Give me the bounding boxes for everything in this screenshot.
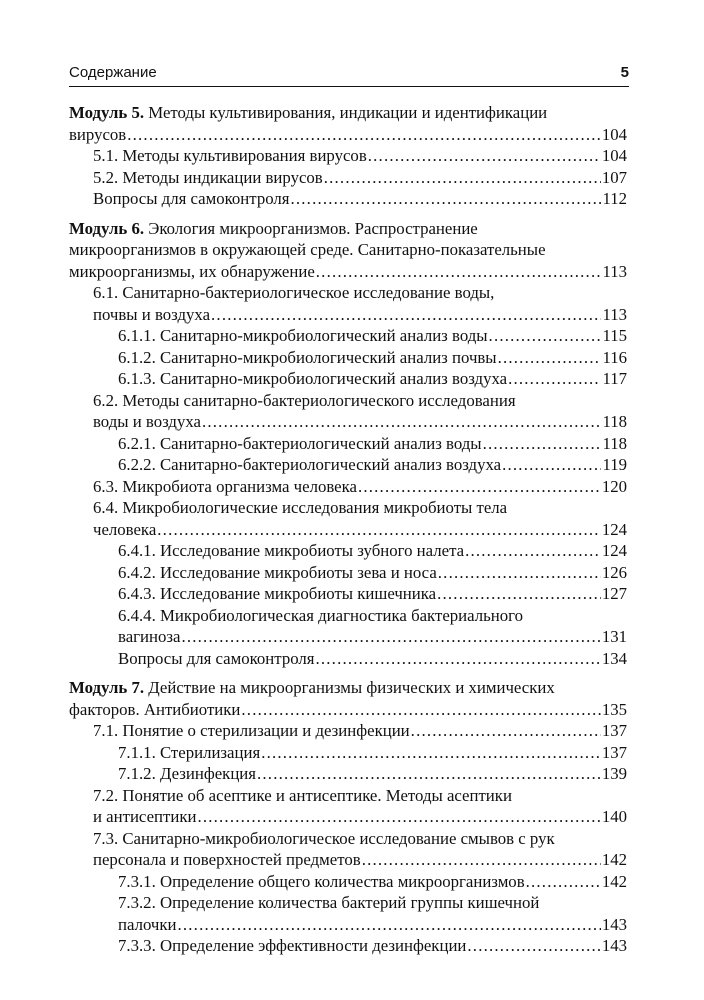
dot-leader xyxy=(197,806,600,828)
toc-entry-line-1 xyxy=(69,282,627,304)
toc-entry-title-cont: и антисептики xyxy=(93,807,197,826)
toc-entry-title: 7.1.2. Дезинфекция xyxy=(118,764,257,783)
dot-leader xyxy=(502,454,601,476)
toc-entry-page: 117 xyxy=(602,369,627,388)
toc-entry-title: 6.2.1. Санитарно-бактериологический анализ воды xyxy=(118,433,482,453)
dot-leader xyxy=(157,519,601,541)
toc-entry-title: 6.2. Методы санитарно-бактериологического исследования xyxy=(93,390,516,410)
dot-leader xyxy=(257,763,601,785)
module-5-title: Методы культивирования, индикации и идентификации xyxy=(144,103,548,122)
toc-entry xyxy=(69,325,627,347)
toc-entry xyxy=(69,849,627,871)
toc-entry-page: 107 xyxy=(601,167,627,187)
module-5-label: Модуль 5. xyxy=(69,103,145,122)
toc-entry-title-cont: персонала и поверхностей предметов xyxy=(93,850,361,869)
toc-entry xyxy=(69,583,627,605)
dot-leader xyxy=(362,849,601,871)
toc-entry-title-cont: человека xyxy=(93,519,157,539)
toc-entry xyxy=(69,935,627,957)
toc-entry-page: 116 xyxy=(602,347,627,367)
module-7-title: Действие на микроорганизмы физических и химических xyxy=(144,678,555,697)
dot-leader xyxy=(437,583,601,605)
toc-entry-page: 140 xyxy=(601,807,627,826)
toc-entry-page: 124 xyxy=(601,541,627,560)
module-7-label: Модуль 7. xyxy=(69,678,145,697)
toc-module-7-line-1 xyxy=(69,677,627,699)
toc-entry-page: 104 xyxy=(601,146,627,165)
module-7-title-cont: факторов. Антибиотики xyxy=(69,699,241,719)
toc-entry-line-1 xyxy=(69,785,627,807)
toc-entry-title: 7.3.1. Определение общего количества микроорганизмов xyxy=(118,871,525,891)
running-head xyxy=(69,64,629,84)
dot-leader xyxy=(211,304,601,326)
toc-entry-page: 120 xyxy=(601,476,627,496)
toc-entry xyxy=(69,304,627,326)
toc-entry xyxy=(69,188,627,210)
toc-entry xyxy=(69,871,627,893)
toc-entry-page: 113 xyxy=(602,304,627,324)
toc-entry xyxy=(69,648,627,670)
toc-entry-title-cont: почвы и воздуха xyxy=(93,304,211,324)
toc-entry-page: 118 xyxy=(602,433,627,453)
toc-entry-title-cont: палочки xyxy=(118,914,177,934)
page-number: 5 xyxy=(620,64,629,81)
toc-entry-line-1 xyxy=(69,497,627,519)
module-6-page: 113 xyxy=(602,261,627,281)
toc-module-5-line-2 xyxy=(69,124,627,146)
toc-entry-page: 112 xyxy=(602,189,627,208)
toc-entry-title: 6.1.3. Санитарно-микробиологический анализ воздуха xyxy=(118,369,508,388)
toc-entry-title: 7.1.1. Стерилизация xyxy=(118,742,261,762)
toc-entry xyxy=(69,763,627,785)
toc-entry-page: 124 xyxy=(601,519,627,539)
toc-entry-title: 7.2. Понятие об асептике и антисептике. Методы асептики xyxy=(93,785,512,805)
toc-entry-page: 142 xyxy=(601,871,627,891)
toc-entry xyxy=(69,914,627,936)
toc-entry xyxy=(69,476,627,498)
dot-leader xyxy=(489,325,602,347)
toc-entry-page: 127 xyxy=(601,584,627,603)
dot-leader xyxy=(483,433,602,455)
toc-module-7-line-2 xyxy=(69,699,627,721)
dot-leader xyxy=(368,145,601,167)
toc-entry xyxy=(69,626,627,648)
toc-entry-title: Вопросы для самоконтроля xyxy=(93,189,290,208)
toc-entry-title: 6.2.2. Санитарно-бактериологический анализ воздуха xyxy=(118,455,502,474)
dot-leader xyxy=(526,871,601,893)
toc-entry xyxy=(69,411,627,433)
toc-entry-title: 6.4.4. Микробиологическая диагностика бактериального xyxy=(118,605,523,625)
toc-entry xyxy=(69,562,627,584)
toc-module-6-line-3 xyxy=(69,261,627,283)
dot-leader xyxy=(315,648,600,670)
dot-leader xyxy=(177,914,600,936)
header-rule xyxy=(69,86,629,87)
table-of-contents xyxy=(69,102,627,957)
toc-entry-title: 6.1.2. Санитарно-микробиологический анализ почвы xyxy=(118,347,497,367)
toc-entry-page: 139 xyxy=(601,764,627,783)
toc-entry-line-1 xyxy=(69,892,627,914)
toc-entry-title: 6.4.2. Исследование микробиоты зева и носа xyxy=(118,562,437,582)
toc-entry xyxy=(69,519,627,541)
dot-leader xyxy=(324,167,601,189)
dot-leader xyxy=(202,411,601,433)
dot-leader xyxy=(411,720,601,742)
toc-entry-page: 143 xyxy=(601,936,627,955)
module-6-title: Экология микроорганизмов. Распространение xyxy=(144,218,478,238)
toc-module-5-line-1 xyxy=(69,102,627,124)
dot-leader xyxy=(467,935,600,957)
toc-module-6-line-1 xyxy=(69,218,627,240)
toc-entry xyxy=(69,433,627,455)
toc-entry-line-1 xyxy=(69,605,627,627)
dot-leader xyxy=(316,261,602,283)
dot-leader xyxy=(241,699,600,721)
toc-entry-title: 6.3. Микробиота организма человека xyxy=(93,476,357,496)
module-6-title-cont: микроорганизмов в окружающей среде. Санитарно-показательные xyxy=(69,240,546,259)
toc-entry xyxy=(69,167,627,189)
toc-entry-title: 7.1. Понятие о стерилизации и дезинфекции xyxy=(93,721,410,740)
toc-entry-title: Вопросы для самоконтроля xyxy=(118,648,315,668)
toc-entry-title: 6.4.3. Исследование микробиоты кишечника xyxy=(118,584,437,603)
toc-entry-title-cont: воды и воздуха xyxy=(93,412,201,431)
module-6-label: Модуль 6. xyxy=(69,218,145,238)
toc-entry-page: 131 xyxy=(601,627,627,646)
toc-entry-title: 5.1. Методы культивирования вирусов xyxy=(93,146,367,165)
dot-leader xyxy=(508,368,601,390)
toc-entry-page: 115 xyxy=(602,326,627,345)
toc-entry-page: 142 xyxy=(601,850,627,869)
toc-entry-title-cont: вагиноза xyxy=(118,627,181,646)
toc-entry xyxy=(69,368,627,390)
dot-leader xyxy=(358,476,601,498)
module-5-title-cont: вирусов xyxy=(69,124,127,144)
toc-entry-page: 137 xyxy=(601,742,627,762)
toc-entry-page: 134 xyxy=(601,648,627,668)
toc-entry xyxy=(69,806,627,828)
module-6-title-cont: микроорганизмы, их обнаружение xyxy=(69,261,315,281)
dot-leader xyxy=(127,124,601,146)
toc-entry xyxy=(69,145,627,167)
toc-entry-page: 143 xyxy=(601,914,627,934)
toc-entry-page: 126 xyxy=(601,562,627,582)
toc-entry-title: 6.4. Микробиологические исследования микробиоты тела xyxy=(93,498,508,517)
toc-entry-line-1 xyxy=(69,390,627,412)
toc-entry xyxy=(69,347,627,369)
toc-entry-title: 6.1. Санитарно-бактериологическое исследование воды, xyxy=(93,283,495,302)
dot-leader xyxy=(465,540,601,562)
toc-module-6-line-2 xyxy=(69,239,627,261)
toc-entry-title: 7.3.3. Определение эффективности дезинфекции xyxy=(118,936,467,955)
running-head-title: Содержание xyxy=(69,64,157,81)
toc-entry-page: 119 xyxy=(602,455,627,474)
toc-entry-page: 118 xyxy=(602,412,627,431)
toc-entry-title: 6.1.1. Санитарно-микробиологический анализ воды xyxy=(118,326,488,345)
toc-entry-title: 7.3.2. Определение количества бактерий группы кишечной xyxy=(118,893,540,912)
module-5-page: 104 xyxy=(601,124,627,144)
toc-entry xyxy=(69,454,627,476)
dot-leader xyxy=(181,626,600,648)
dot-leader xyxy=(438,562,601,584)
toc-entry-title: 7.3. Санитарно-микробиологическое исследование смывов с рук xyxy=(93,828,555,848)
toc-entry xyxy=(69,742,627,764)
toc-entry xyxy=(69,720,627,742)
module-7-page: 135 xyxy=(601,699,627,719)
toc-entry-page: 137 xyxy=(601,721,627,740)
dot-leader xyxy=(261,742,601,764)
toc-entry-title: 6.4.1. Исследование микробиоты зубного налета xyxy=(118,541,465,560)
toc-entry-title: 5.2. Методы индикации вирусов xyxy=(93,167,323,187)
toc-entry xyxy=(69,540,627,562)
dot-leader xyxy=(290,188,601,210)
toc-entry-line-1 xyxy=(69,828,627,850)
dot-leader xyxy=(498,347,602,369)
